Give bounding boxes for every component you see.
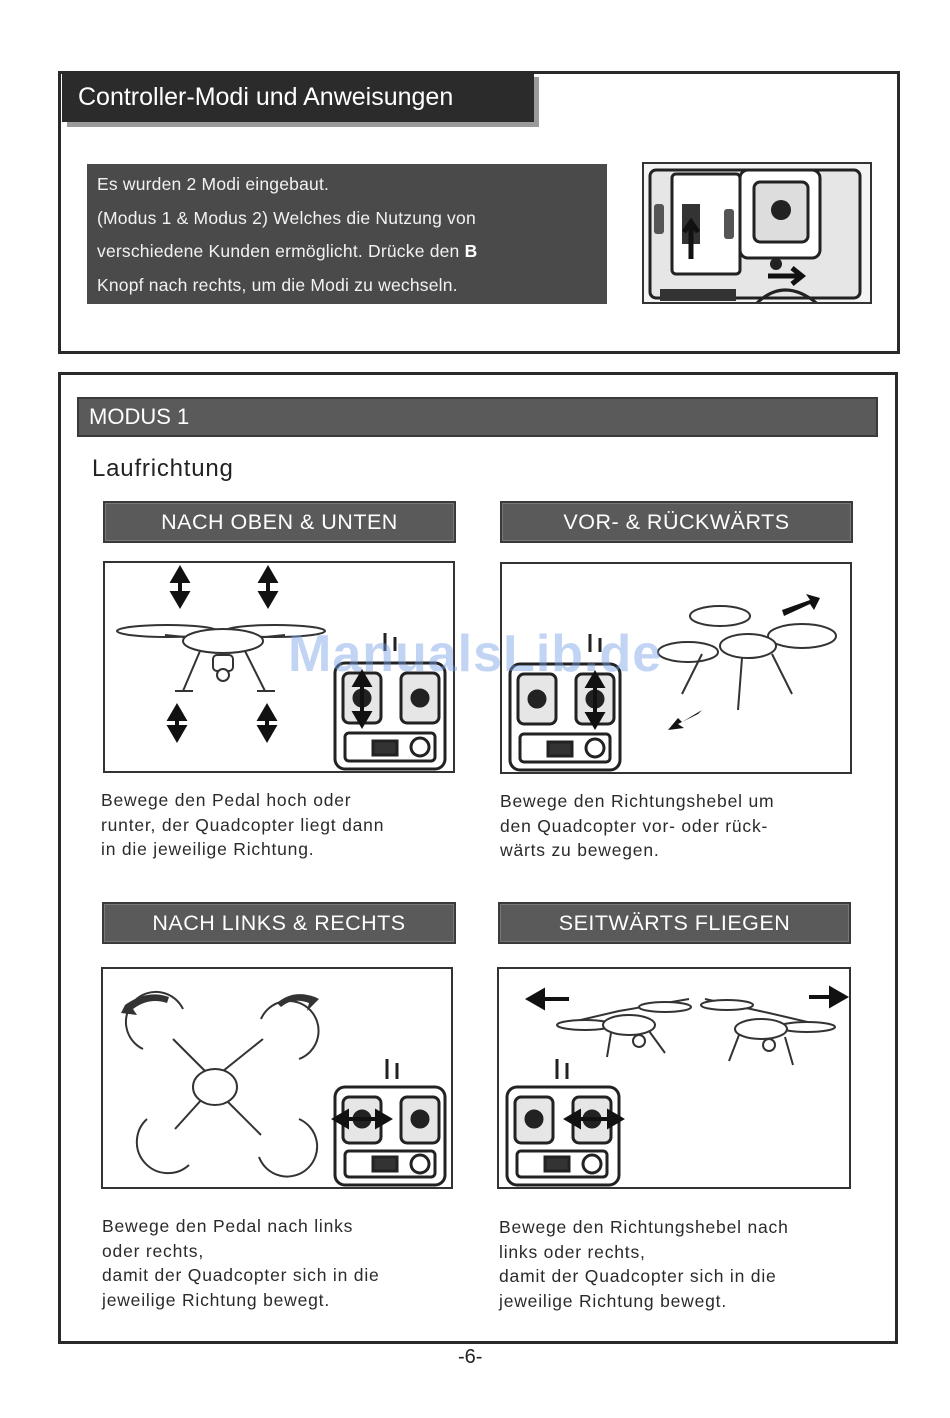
intro-text-box — [87, 164, 607, 304]
intro-line-2: (Modus 1 & Modus 2) Welches die Nutzung von — [97, 207, 476, 228]
intro-line-3: verschiedene Kunden ermöglicht. Drücke den — [97, 241, 460, 261]
intro-bold-letter: B — [464, 241, 478, 261]
watermark: ManualsLib.de — [288, 625, 663, 683]
page-number: -6- — [458, 1346, 483, 1368]
modus-title-bar: MODUS 1 — [77, 397, 878, 437]
section-bar-forward-backward: VOR- & RÜCKWÄRTS — [500, 501, 853, 543]
section-bar-sideways: SEITWÄRTS FLIEGEN — [498, 902, 851, 944]
laufrichtung-heading: Laufrichtung — [92, 455, 234, 482]
controller-closeup-image — [642, 162, 872, 304]
image-left-right — [101, 967, 453, 1189]
description-forward-backward: Bewege den Richtungshebel um den Quadcopter vor- oder rück- wärts zu bewegen. — [500, 791, 775, 860]
drone-left-right-drawing — [103, 969, 453, 1189]
section-bar-up-down: NACH OBEN & UNTEN — [103, 501, 456, 543]
intro-line-1: Es wurden 2 Modi eingebaut. — [97, 174, 330, 194]
intro-line-3-wrap — [97, 235, 597, 269]
image-sideways — [497, 967, 851, 1189]
description-sideways: Bewege den Richtungshebel nach links oder rechts, damit der Quadcopter sich in die jeweilige Richtung bewegt. — [499, 1217, 789, 1311]
description-left-right: Bewege den Pedal nach links oder rechts, damit der Quadcopter sich in die jeweilige Richtung bewegt. — [102, 1216, 380, 1310]
controller-closeup-drawing — [644, 164, 872, 304]
drone-sideways-drawing — [499, 969, 851, 1189]
section-bar-left-right: NACH LINKS & RECHTS — [102, 902, 456, 944]
page-title: Controller-Modi und Anweisungen — [62, 72, 534, 122]
intro-line-4: Knopf nach rechts, um die Modi zu wechseln. — [97, 274, 458, 295]
description-up-down: Bewege den Pedal hoch oder runter, der Quadcopter liegt dann in die jeweilige Richtung. — [101, 790, 385, 859]
